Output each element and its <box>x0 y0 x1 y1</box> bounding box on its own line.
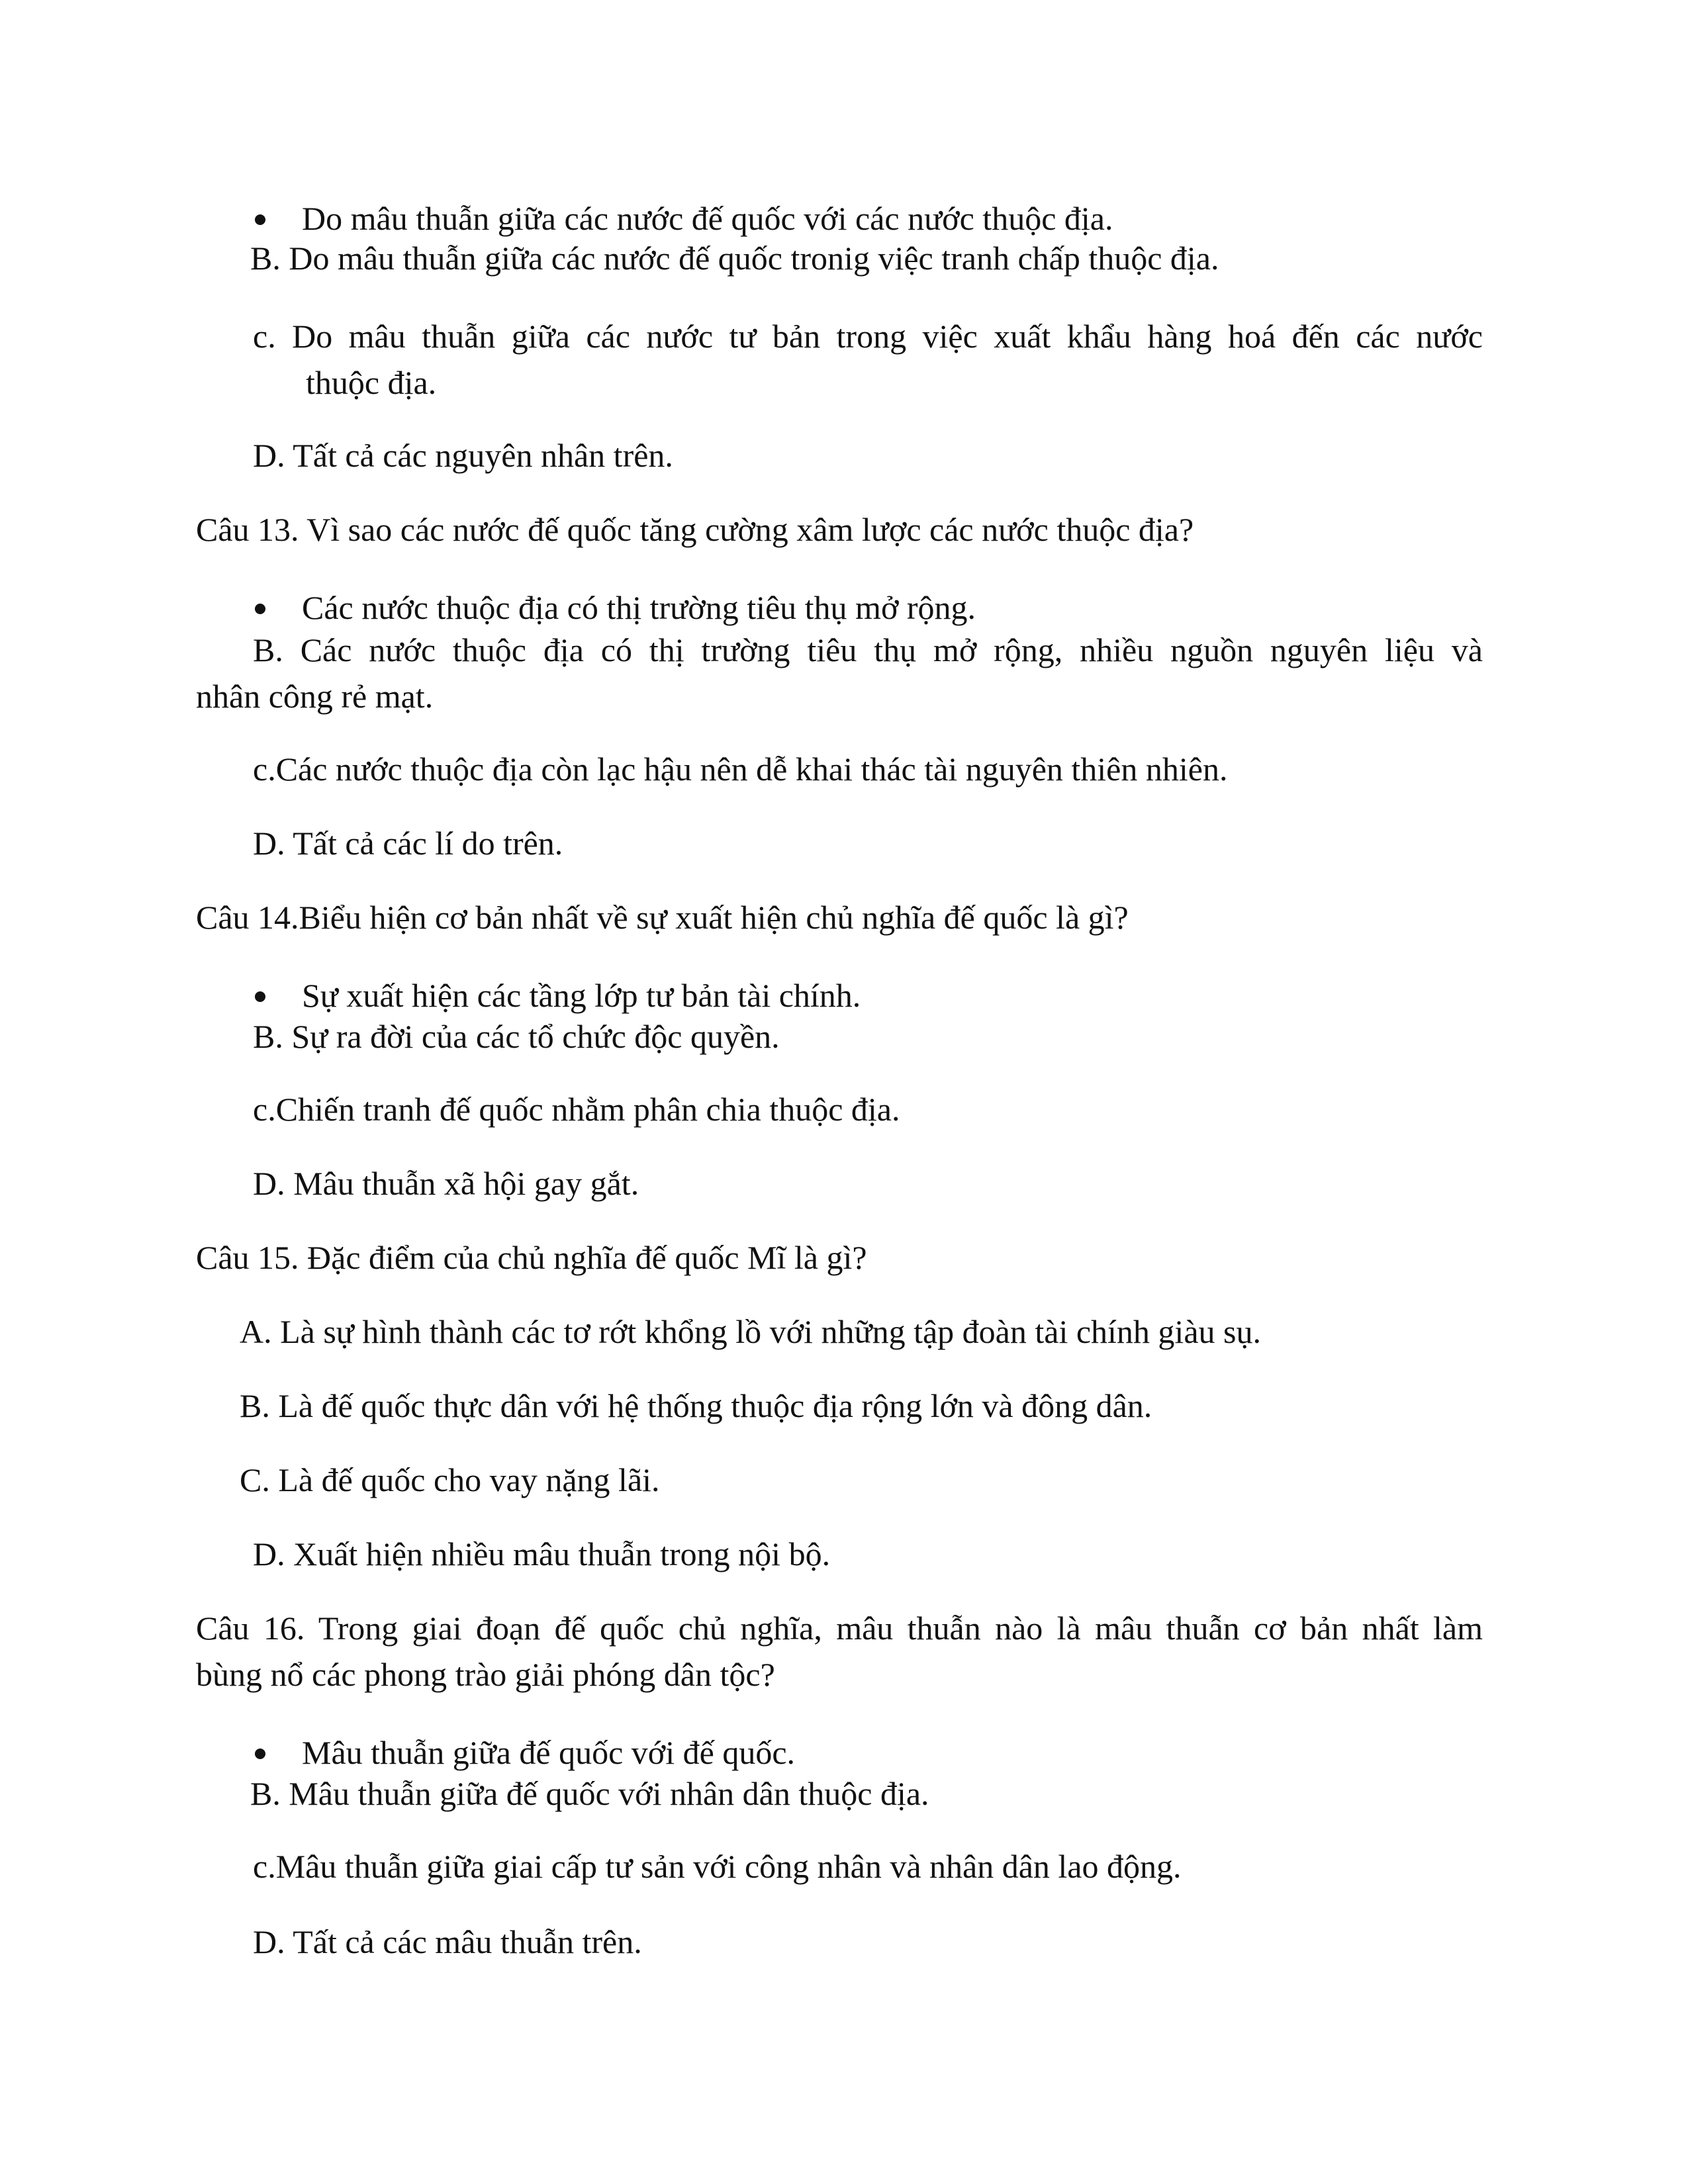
q16-option-d: D. Tất cả các mâu thuẫn trên. <box>253 1923 642 1960</box>
option-text: Sự xuất hiện các tầng lớp tư bản tài chính. <box>302 977 861 1014</box>
q16-question-line2: bùng nổ các phong trào giải phóng dân tộc? <box>196 1656 775 1693</box>
q15-option-c: C. Là đế quốc cho vay nặng lãi. <box>240 1461 660 1498</box>
q12-option-b: B. Do mâu thuẫn giữa các nước đế quốc tronig việc tranh chấp thuộc địa. <box>250 240 1219 277</box>
q13-option-b-line1: B. Các nước thuộc địa có thị trường tiêu thụ mở rộng, nhiều nguồn nguyên liệu và <box>253 631 1483 668</box>
q12-option-c-line1: c. Do mâu thuẫn giữa các nước tư bản trong việc xuất khẩu hàng hoá đến các nước <box>253 318 1483 355</box>
bullet-icon <box>255 604 265 614</box>
q14-option-c: c.Chiến tranh đế quốc nhằm phân chia thuộc địa. <box>253 1091 900 1128</box>
q15-option-a: A. Là sự hình thành các tơ rớt khổng lồ với những tập đoàn tài chính giàu sụ. <box>240 1313 1261 1350</box>
option-text: Mâu thuẫn giữa đế quốc với đế quốc. <box>302 1734 796 1771</box>
q15-option-b: B. Là đế quốc thực dân với hệ thống thuộc địa rộng lớn và đông dân. <box>240 1387 1152 1424</box>
q14-option-d: D. Mâu thuẫn xã hội gay gắt. <box>253 1165 639 1202</box>
q12-option-c-line2: thuộc địa. <box>306 364 437 401</box>
option-text: Các nước thuộc địa có thị trường tiêu thụ mở rộng. <box>302 589 976 626</box>
option-text: Do mâu thuẫn giữa các nước đế quốc với các nước thuộc địa. <box>302 200 1113 237</box>
bullet-icon <box>255 1749 265 1759</box>
q13-option-c: c.Các nước thuộc địa còn lạc hậu nên dễ khai thác tài nguyên thiên nhiên. <box>253 751 1228 788</box>
q13-option-b-line2: nhân công rẻ mạt. <box>196 678 434 715</box>
q15-question: Câu 15. Đặc điểm của chủ nghĩa đế quốc Mĩ là gì? <box>196 1239 867 1276</box>
q16-question-line1: Câu 16. Trong giai đoạn đế quốc chủ nghĩa, mâu thuẫn nào là mâu thuẫn cơ bản nhất làm <box>196 1610 1483 1647</box>
bullet-icon <box>255 991 265 1002</box>
q16-option-c: c.Mâu thuẫn giữa giai cấp tư sản với công nhân và nhân dân lao động. <box>253 1848 1182 1885</box>
q15-option-d: D. Xuất hiện nhiều mâu thuẫn trong nội bộ. <box>253 1535 831 1572</box>
q13-question: Câu 13. Vì sao các nước đế quốc tăng cường xâm lược các nước thuộc địa? <box>196 511 1194 548</box>
q13-option-d: D. Tất cả các lí do trên. <box>253 825 563 862</box>
q16-option-b: B. Mâu thuẫn giữa đế quốc với nhân dân thuộc địa. <box>250 1775 929 1812</box>
q14-option-b: B. Sự ra đời của các tổ chức độc quyền. <box>253 1018 780 1055</box>
bullet-icon <box>255 214 265 225</box>
q14-question: Câu 14.Biểu hiện cơ bản nhất về sự xuất hiện chủ nghĩa đế quốc là gì? <box>196 899 1129 936</box>
q12-option-d: D. Tất cả các nguyên nhân trên. <box>253 437 673 474</box>
